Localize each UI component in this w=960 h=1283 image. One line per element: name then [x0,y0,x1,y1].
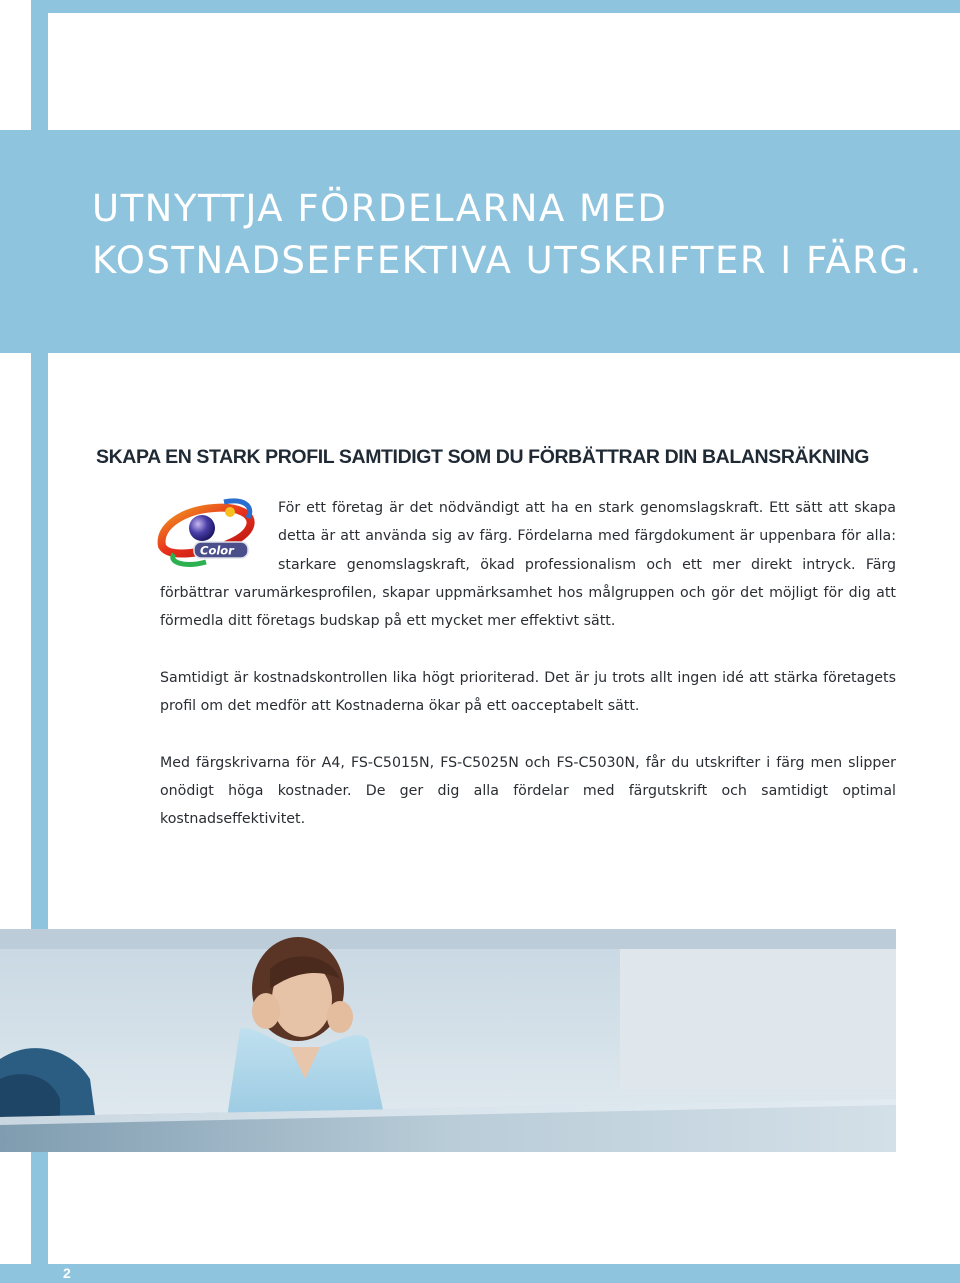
paragraph-2: Samtidigt är kostnadskontrollen lika högt prioriterad. Det är ju trots allt ingen idé att stärka företagets profil om det medför att Kostnaderna ökar på ett oacceptabelt sätt. [160,669,896,715]
photo-illustration [0,929,896,1152]
top-accent-bar [31,0,960,13]
section-heading: SKAPA EN STARK PROFIL SAMTIDIGT SOM DU FÖRBÄTTRAR DIN BALANSRÄKNING [96,446,870,468]
bottom-accent-bar [0,1264,960,1283]
paragraph-1-text: För ett företag är det nödvändigt att ha en stark genomslagskraft. Ett sätt att skapa detta är att använda sig av färg. Fördelarna med färgdokument är uppenbara för alla: starkare genomslagskraft, ökad professionalism och ett mer direkt intryck. Färg förbättrar varumärkesprofilen, skapar uppmärksamhet hos målgruppen och gör det möjligt för dig att förmedla ditt företags budskap på ett mycket mer effektivt sätt. [160,500,896,630]
page-number: 2 [63,1265,71,1281]
page-title [92,183,923,287]
paragraph-1 [160,494,896,635]
color-logo-icon [154,496,262,572]
office-woman-photo [0,929,896,1152]
paragraph-3: Med färgskrivarna för A4, FS-C5015N, FS-C5025N och FS-C5030N, får du utskrifter i färg men slipper onödigt höga kostnader. De ger dig alla fördelar med färgutskrift och samtidigt optimal kostnadseffektivitet. [160,754,896,828]
color-logo-graphic [154,496,262,572]
page-title-line-2: KOSTNADSEFFEKTIVA UTSKRIFTER I FÄRG. [92,239,923,282]
logo-text: Color [200,543,234,558]
body-text [160,494,896,834]
page-title-line-1: UTNYTTJA FÖRDELARNA MED [92,187,668,230]
